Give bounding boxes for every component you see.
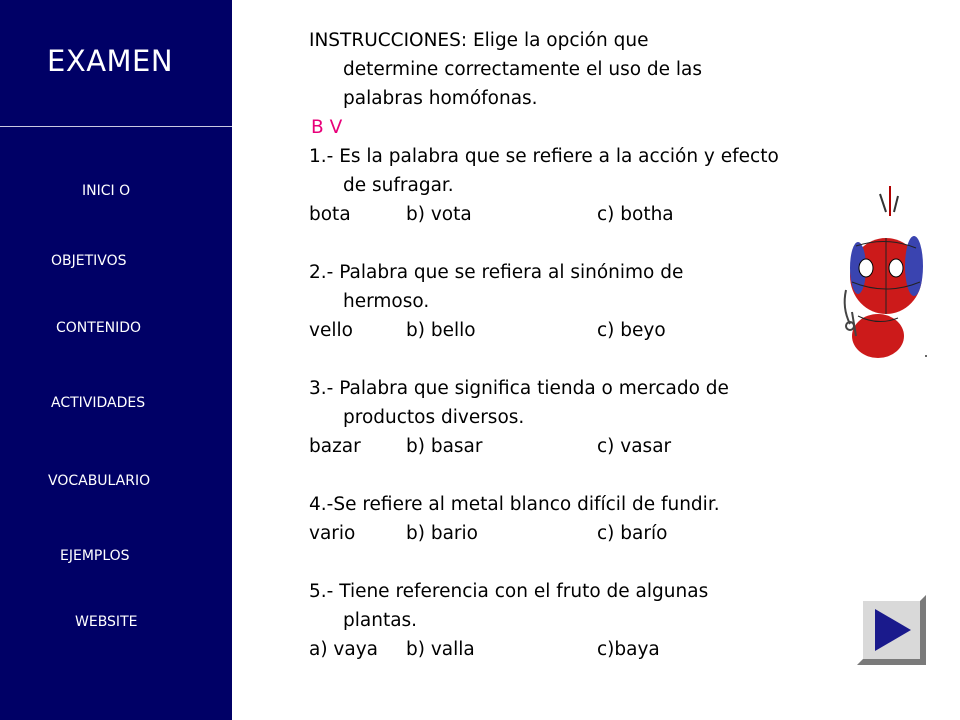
question-2 — [309, 258, 829, 345]
option-b: b) bario — [406, 523, 478, 544]
option-c: c) vasar — [597, 436, 672, 457]
question-options — [309, 432, 829, 461]
next-arrow-icon[interactable] — [857, 595, 926, 665]
nav-ejemplos[interactable]: EJEMPLOS — [60, 548, 130, 564]
nav-contenido[interactable]: CONTENIDO — [56, 320, 142, 336]
option-b: b) basar — [406, 436, 483, 457]
option-b: b) vota — [406, 204, 472, 225]
question-text: hermoso. — [343, 291, 430, 312]
option-c: c) barío — [597, 523, 668, 544]
nav-objetivos[interactable]: OBJETIVOS — [51, 253, 127, 269]
question-5 — [309, 577, 829, 664]
nav-vocabulario[interactable]: VOCABULARIO — [48, 473, 151, 489]
nav-actividades[interactable]: ACTIVIDADES — [51, 395, 146, 411]
question-3 — [309, 374, 829, 461]
option-a: a) vaya — [309, 639, 379, 660]
question-text: plantas. — [343, 610, 418, 631]
option-a: vario — [309, 523, 356, 544]
question-text: 3.- Palabra que significa tienda o mercado de — [309, 378, 729, 399]
sidebar-title: EXAMEN — [47, 44, 174, 78]
question-text: de sufragar. — [343, 175, 454, 196]
question-text: 1.- Es la palabra que se refiere a la acción y efecto — [309, 146, 779, 167]
question-text: productos diversos. — [343, 407, 525, 428]
bv-label: B V — [311, 117, 343, 138]
instructions-line: INSTRUCCIONES: Elige la opción que — [309, 30, 649, 51]
question-1 — [309, 142, 829, 229]
option-b: b) bello — [406, 320, 476, 341]
option-c: c)baya — [597, 639, 660, 660]
decor-dot — [925, 355, 927, 357]
question-options — [309, 316, 829, 345]
instructions-line: palabras homófonas. — [343, 88, 538, 109]
instructions-line: determine correctamente el uso de las — [343, 59, 703, 80]
option-a: bota — [309, 204, 351, 225]
sidebar — [0, 0, 232, 720]
option-c: c) botha — [597, 204, 674, 225]
question-4 — [309, 490, 829, 548]
nav-website[interactable]: WEBSITE — [75, 614, 138, 630]
sidebar-divider — [0, 126, 232, 127]
option-a: vello — [309, 320, 353, 341]
question-text: 5.- Tiene referencia con el fruto de algunas — [309, 581, 709, 602]
question-options — [309, 635, 829, 664]
question-text: 4.-Se refiere al metal blanco difícil de fundir. — [309, 494, 720, 515]
option-b: b) valla — [406, 639, 475, 660]
nav-inicio[interactable]: INICI O — [82, 183, 131, 199]
question-text: 2.- Palabra que se refiera al sinónimo de — [309, 262, 684, 283]
option-a: bazar — [309, 436, 361, 457]
spiderman-hanging-image — [836, 186, 926, 362]
question-options — [309, 200, 829, 229]
question-options — [309, 519, 829, 548]
option-c: c) beyo — [597, 320, 666, 341]
exam-content — [309, 26, 829, 664]
